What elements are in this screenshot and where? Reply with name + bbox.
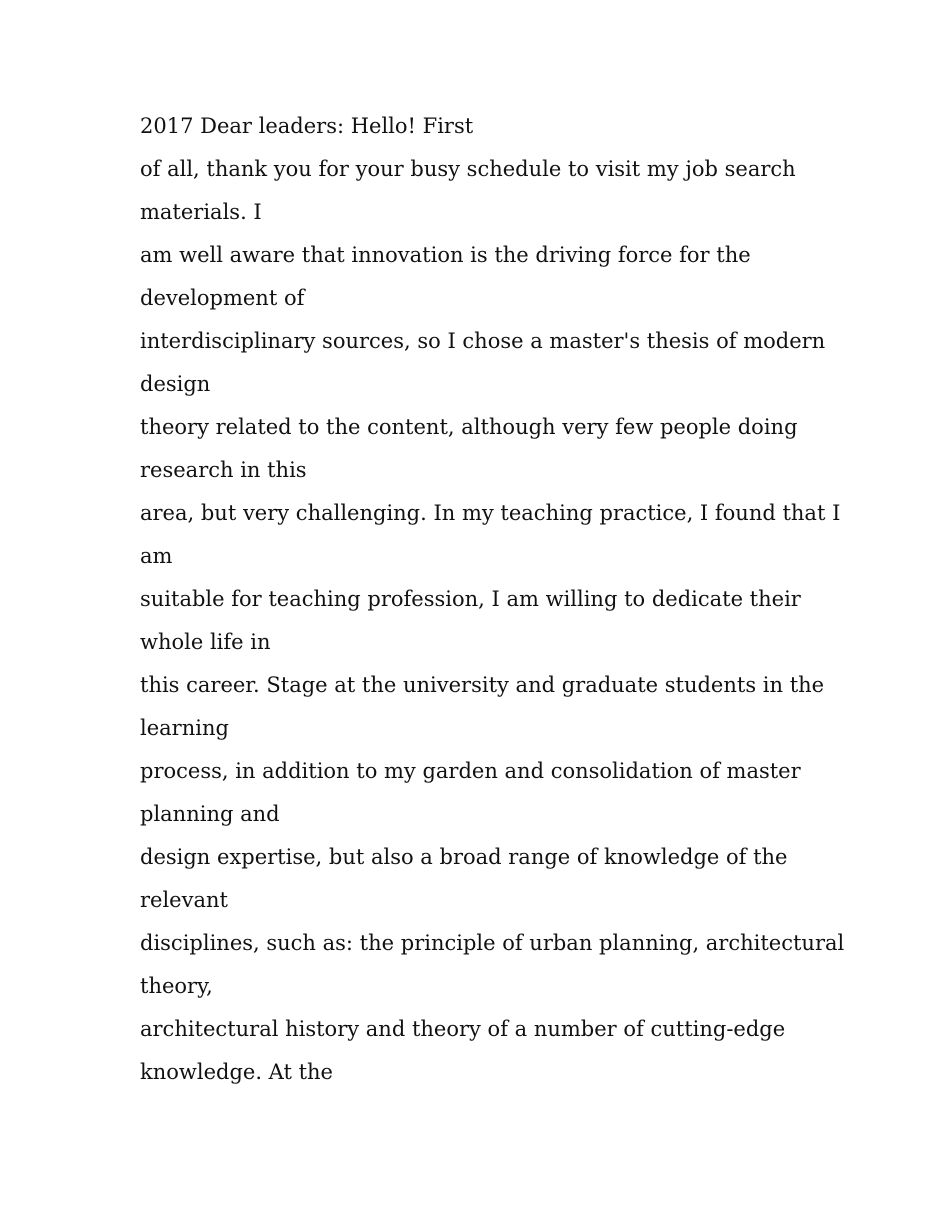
text-line: suitable for teaching profession, I am willing to dedicate their	[140, 587, 801, 611]
text-line: am	[140, 544, 173, 568]
text-line: 2017 Dear leaders: Hello! First	[140, 114, 474, 138]
text-line: interdisciplinary sources, so I chose a master's thesis of modern	[140, 329, 826, 353]
text-line: process, in addition to my garden and consolidation of master	[140, 759, 801, 783]
text-line: architectural history and theory of a number of cutting-edge	[140, 1017, 786, 1041]
text-line: this career. Stage at the university and graduate students in the	[140, 673, 825, 697]
text-line: theory,	[140, 974, 213, 998]
text-line: knowledge. At the	[140, 1060, 333, 1084]
text-line: am well aware that innovation is the driving force for the	[140, 243, 751, 267]
text-line: of all, thank you for your busy schedule to visit my job search	[140, 157, 796, 181]
text-line: disciplines, such as: the principle of urban planning, architectural	[140, 931, 845, 955]
text-line: learning	[140, 716, 229, 740]
text-line: design expertise, but also a broad range of knowledge of the	[140, 845, 788, 869]
text-line: whole life in	[140, 630, 271, 654]
letter-body	[140, 105, 845, 1094]
text-line: design	[140, 372, 211, 396]
text-line: relevant	[140, 888, 228, 912]
text-line: theory related to the content, although very few people doing	[140, 415, 798, 439]
text-line: planning and	[140, 802, 280, 826]
text-line: research in this	[140, 458, 307, 482]
text-line: development of	[140, 286, 305, 310]
text-line: materials. I	[140, 200, 262, 224]
text-line: area, but very challenging. In my teaching practice, I found that I	[140, 501, 841, 525]
